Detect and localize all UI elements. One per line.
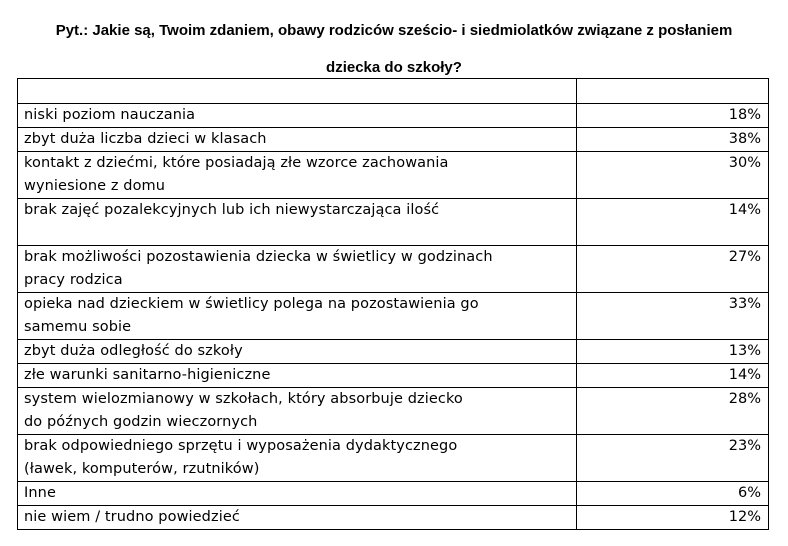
answer-label-line-1: opieka nad dzieckiem w świetlicy polega na pozostawienia go (24, 296, 479, 312)
answer-percent: 12% (577, 506, 769, 530)
table-row (18, 293, 769, 340)
answer-percent: 23% (577, 435, 769, 482)
answer-label: złe warunki sanitarno-higieniczne (18, 364, 577, 388)
table-row (18, 104, 769, 128)
answer-label-line-2: pracy rodzica (24, 272, 123, 288)
answer-label-line-2: wyniesione z domu (24, 178, 166, 194)
answer-label (18, 152, 577, 199)
answer-label-line-1: system wielozmianowy w szkołach, który absorbuje dziecko (24, 391, 463, 407)
table-header-row (18, 79, 769, 104)
table-row (18, 506, 769, 530)
answer-percent: 13% (577, 340, 769, 364)
answer-percent: 6% (577, 482, 769, 506)
table-row (18, 482, 769, 506)
question-title (0, 12, 788, 86)
question-line-2: dziecka do szkoły? (326, 59, 462, 76)
answer-label (18, 246, 577, 293)
answer-percent: 38% (577, 128, 769, 152)
answer-percent: 14% (577, 364, 769, 388)
question-line-1: Pyt.: Jakie są, Twoim zdaniem, obawy rodziców sześcio- i siedmiolatków związane z posłaniem (55, 22, 733, 39)
results-table (17, 78, 769, 530)
table-row (18, 364, 769, 388)
answer-label: nie wiem / trudno powiedzieć (18, 506, 577, 530)
answer-label: zbyt duża odległość do szkoły (18, 340, 577, 364)
answer-percent: 33% (577, 293, 769, 340)
table-row (18, 199, 769, 246)
answer-label (18, 435, 577, 482)
table-row (18, 435, 769, 482)
answer-label: brak zajęć pozalekcyjnych lub ich niewystarczająca ilość (18, 199, 577, 246)
answer-percent: 18% (577, 104, 769, 128)
table-row (18, 128, 769, 152)
table-row (18, 340, 769, 364)
header-cell-value (577, 79, 769, 104)
answer-label-line-1: brak możliwości pozostawienia dziecka w świetlicy w godzinach (24, 249, 493, 265)
answer-label-line-2: samemu sobie (24, 319, 132, 335)
answer-label-line-1: brak odpowiedniego sprzętu i wyposażenia dydaktycznego (24, 438, 458, 454)
answer-percent: 14% (577, 199, 769, 246)
answer-percent: 28% (577, 388, 769, 435)
table-row (18, 152, 769, 199)
answer-label-line-1: kontakt z dziećmi, które posiadają złe wzorce zachowania (24, 155, 449, 171)
answer-percent: 27% (577, 246, 769, 293)
answer-label (18, 388, 577, 435)
answer-label: zbyt duża liczba dzieci w klasach (18, 128, 577, 152)
table-row (18, 388, 769, 435)
answer-label-line-2: (ławek, komputerów, rzutników) (24, 461, 260, 477)
answer-label (18, 293, 577, 340)
table-row (18, 246, 769, 293)
answer-label-line-2: do późnych godzin wieczornych (24, 414, 258, 430)
header-cell-label (18, 79, 577, 104)
answer-label: Inne (18, 482, 577, 506)
answer-label: niski poziom nauczania (18, 104, 577, 128)
answer-percent: 30% (577, 152, 769, 199)
